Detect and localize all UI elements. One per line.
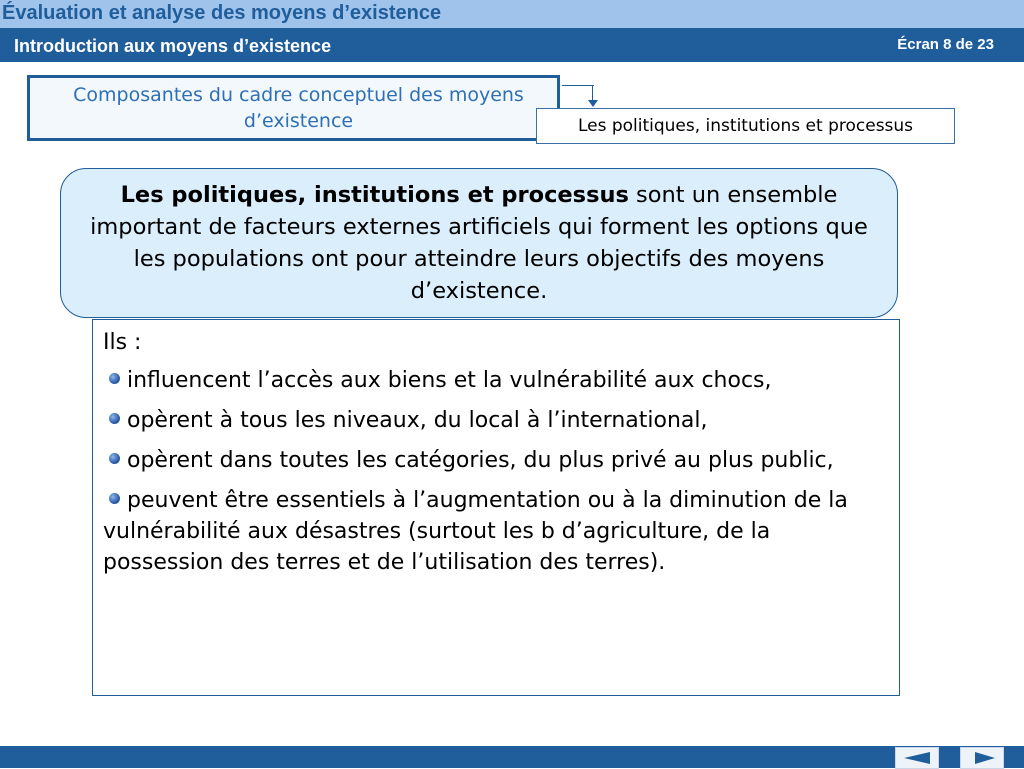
definition-box xyxy=(60,168,898,318)
bullet-icon xyxy=(109,493,120,504)
list-item-text: opèrent à tous les niveaux, du local à l’international, xyxy=(127,408,708,433)
lesson-title: Introduction aux moyens d’existence xyxy=(14,36,332,56)
list-item-text: opèrent dans toutes les catégories, du plus privé au plus public, xyxy=(127,448,834,473)
content-panel xyxy=(92,319,900,696)
current-topic-label: Les politiques, institutions et processus xyxy=(577,116,914,136)
course-title-bar xyxy=(0,0,1024,28)
arrow-left-icon xyxy=(902,751,932,765)
previous-screen-button[interactable] xyxy=(895,747,939,769)
bullet-icon xyxy=(109,413,120,424)
arrow-right-icon xyxy=(967,751,997,765)
content-intro: Ils : xyxy=(103,330,142,355)
list-item xyxy=(103,365,889,396)
definition-term: Les politiques, institutions et processus xyxy=(120,182,629,208)
list-item-text: influencent l’accès aux biens et la vulnérabilité aux chocs, xyxy=(127,368,772,393)
next-screen-button[interactable] xyxy=(960,747,1004,769)
list-item xyxy=(103,405,889,436)
list-item xyxy=(103,485,889,578)
current-topic-tag xyxy=(536,108,955,144)
framework-title: Composantes du cadre conceptuel des moyens d’existence xyxy=(73,84,524,132)
definition-body: sont un ensemble important de facteurs externes artificiels qui forment les options que les populations ont pour atteindre leurs objectifs des moyens d’existence. xyxy=(90,182,868,304)
list-item-text: peuvent être essentiels à l’augmentation ou à la diminution de la vulnérabilité aux désastres (surtout les b d’agriculture, de la possession des terres et de l’utilisation des terres). xyxy=(103,488,848,575)
connector-line xyxy=(562,85,594,86)
lesson-title-bar xyxy=(0,28,1024,62)
framework-components-box xyxy=(27,75,560,141)
list-item xyxy=(103,445,889,476)
course-title: Évaluation et analyse des moyens d’existence xyxy=(2,2,442,24)
screen-counter: Écran 8 de 23 xyxy=(897,36,994,53)
connector-line-vertical xyxy=(592,85,593,101)
footer-bar xyxy=(0,746,1024,768)
bullet-icon xyxy=(109,373,120,384)
connector-arrow-icon xyxy=(588,100,598,107)
definition-text xyxy=(84,179,874,307)
bullet-icon xyxy=(109,453,120,464)
